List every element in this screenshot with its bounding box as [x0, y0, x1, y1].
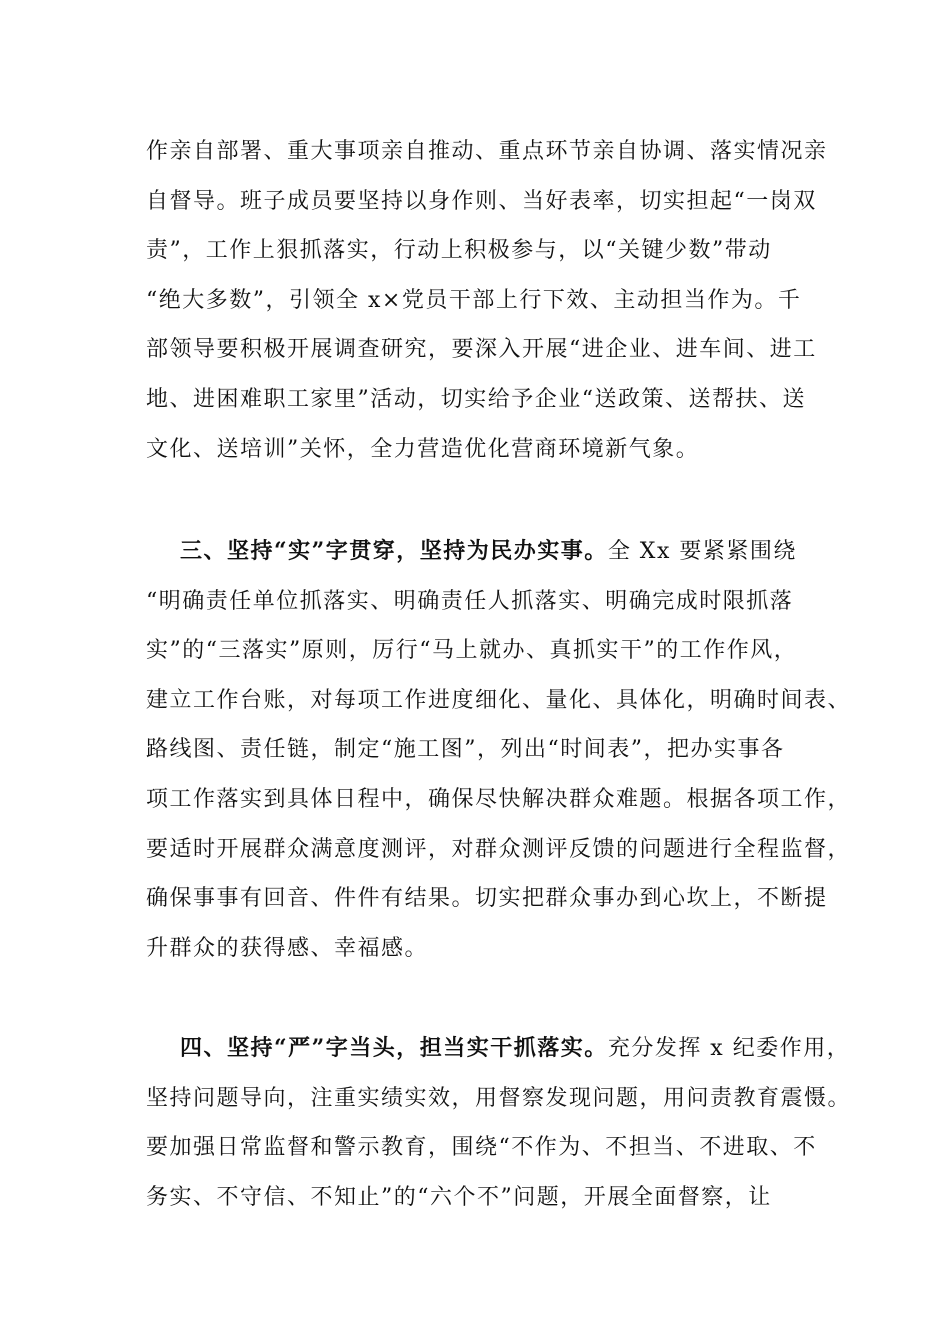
text-line: 部领导要积极开展调查研究，要深入开展“进企业、进车间、进工	[146, 337, 817, 363]
text-line: 坚持问题导向，注重实绩实效，用督察发现问题，用问责教育震慑。	[146, 1085, 852, 1111]
text-line: 确保事事有回音、件件有结果。切实把群众事办到心坎上，不断提	[146, 886, 828, 912]
paragraph-section-three	[146, 527, 852, 973]
text-line: 要适时开展群众满意度测评，对群众测评反馈的问题进行全程监督，	[146, 836, 852, 862]
section-four-lead-text: 充分发挥 x 纪委作用，	[607, 1036, 851, 1061]
paragraph-continuation	[146, 127, 836, 474]
text-line: 作亲自部署、重大事项亲自推动、重点环节亲自协调、落实情况亲	[146, 139, 828, 164]
paragraph-section-four	[146, 1024, 852, 1222]
text-line: 项工作落实到具体日程中，确保尽快解决群众难题。根据各项工作，	[146, 786, 852, 812]
text-line: 建立工作台账，对每项工作进度细化、量化、具体化，明确时间表、	[146, 687, 852, 713]
section-four-first-line	[146, 1024, 851, 1074]
text-line: 升群众的获得感、幸福感。	[146, 935, 429, 961]
text-line: 文化、送培训”关怀，全力营造优化营商环境新气象。	[146, 436, 700, 462]
text-line: 路线图、责任链，制定“施工图”，列出“时间表”，把办实事各	[146, 737, 785, 763]
text-line: 要加强日常监督和警示教育，围绕“不作为、不担当、不进取、不	[146, 1135, 817, 1161]
section-three-heading: 三、坚持“实”字贯穿，坚持为民办实事。	[180, 538, 608, 564]
section-three-first-line	[146, 527, 836, 577]
text-line: “绝大多数”，引领全 x×党员干部上行下效、主动担当作为。千	[146, 287, 802, 313]
text-line: 务实、不守信、不知止”的“六个不”问题，开展全面督察，让	[146, 1184, 772, 1210]
section-three-lead-text: 全 Xx 要紧紧围绕	[607, 539, 797, 564]
text-line: 地、进困难职工家里”活动，切实给予企业“送政策、送帮扶、送	[146, 386, 806, 412]
text-line: 责”，工作上狠抓落实，行动上积极参与，以“关键少数”带动	[146, 238, 772, 264]
text-line: 自督导。班子成员要坚持以身作则、当好表率，切实担起“一岗双	[146, 188, 817, 214]
text-line: “明确责任单位抓落实、明确责任人抓落实、明确完成时限抓落	[146, 588, 794, 614]
text-line: 实”的“三落实”原则，厉行“马上就办、真抓实干”的工作作风，	[146, 638, 798, 664]
section-four-heading: 四、坚持“严”字当头，担当实干抓落实。	[180, 1035, 608, 1061]
